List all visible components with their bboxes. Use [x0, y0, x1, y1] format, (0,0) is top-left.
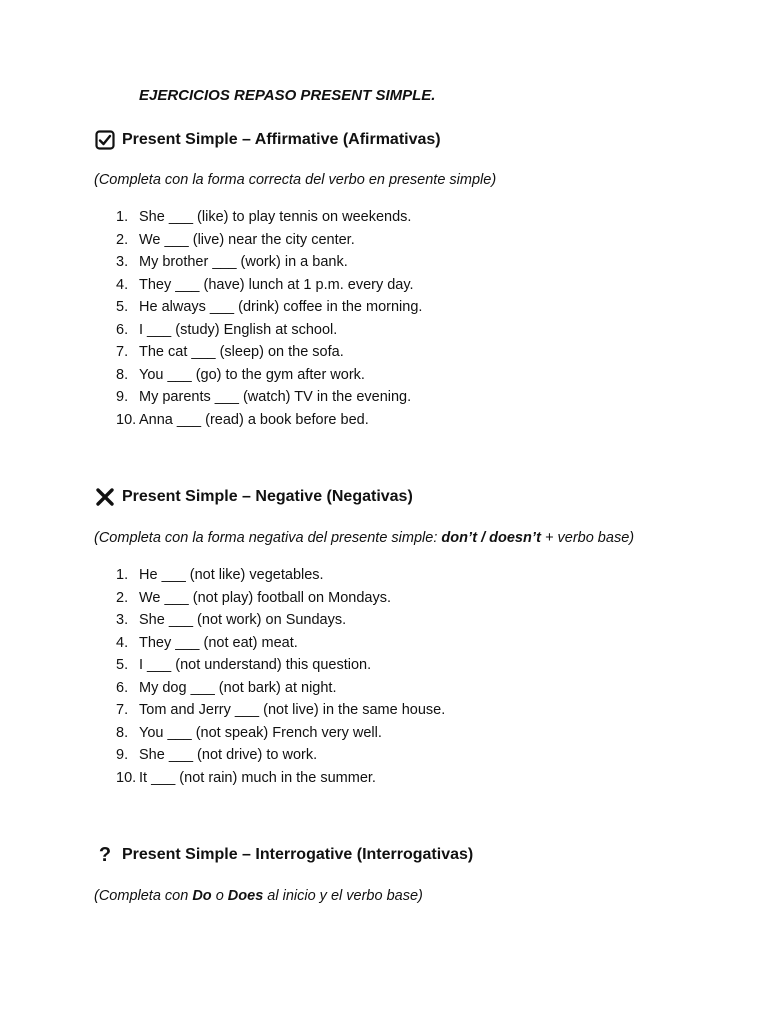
list-item: 8. You ___ (not speak) French very well.	[116, 724, 382, 741]
list-item: 1. He ___ (not like) vegetables.	[116, 567, 324, 583]
list-item: 7. Tom and Jerry ___ (not live) in the same house.	[116, 702, 446, 718]
list-item: 1. She ___ (like) to play tennis on weekends.	[116, 209, 412, 225]
list-item: 10. It ___ (not rain) much in the summer.	[116, 769, 376, 786]
list-item: 5. I ___ (not understand) this question.	[116, 657, 372, 673]
list-item: 4. They ___ (have) lunch at 1 p.m. every day.	[116, 276, 414, 293]
section-heading-label: Present Simple – Negative (Negativas)	[122, 488, 413, 505]
cross-mark-icon	[94, 486, 116, 508]
checkbox-check-icon	[94, 129, 116, 151]
section-heading-label: Present Simple – Interrogative (Interrogativas)	[122, 846, 474, 863]
section-heading-interrogative	[94, 844, 473, 866]
list-item: 4. They ___ (not eat) meat.	[116, 634, 298, 651]
list-item: 5. He always ___ (drink) coffee in the morning.	[116, 299, 423, 315]
list-item: 2. We ___ (live) near the city center.	[116, 231, 355, 248]
list-item: 3. My brother ___ (work) in a bank.	[116, 254, 348, 270]
section-heading-negative	[94, 486, 413, 508]
list-item: 6. My dog ___ (not bark) at night.	[116, 679, 337, 696]
list-item: 8. You ___ (go) to the gym after work.	[116, 366, 365, 383]
section-instruction-affirmative: (Completa con la forma correcta del verbo en presente simple)	[94, 172, 497, 188]
list-item: 7. The cat ___ (sleep) on the sofa.	[116, 344, 344, 360]
document-title: EJERCICIOS REPASO PRESENT SIMPLE.	[139, 87, 436, 104]
section-heading-affirmative	[94, 129, 441, 151]
list-item: 10. Anna ___ (read) a book before bed.	[116, 411, 369, 428]
exercise-list-affirmative	[116, 206, 422, 431]
list-item: 3. She ___ (not work) on Sundays.	[116, 612, 347, 628]
list-item: 6. I ___ (study) English at school.	[116, 321, 338, 338]
list-item: 9. She ___ (not drive) to work.	[116, 747, 318, 763]
list-item: 9. My parents ___ (watch) TV in the evening.	[116, 389, 412, 405]
section-instruction-negative: (Completa con la forma negativa del presente simple: don’t / doesn’t + verbo base)	[94, 530, 635, 546]
section-heading-label: Present Simple – Affirmative (Afirmativas)	[122, 131, 441, 148]
question-mark-icon: ?	[98, 844, 112, 866]
exercise-list-negative	[116, 564, 445, 789]
section-instruction-interrogative: (Completa con Do o Does al inicio y el verbo base)	[94, 888, 423, 904]
list-item: 2. We ___ (not play) football on Mondays.	[116, 589, 392, 606]
